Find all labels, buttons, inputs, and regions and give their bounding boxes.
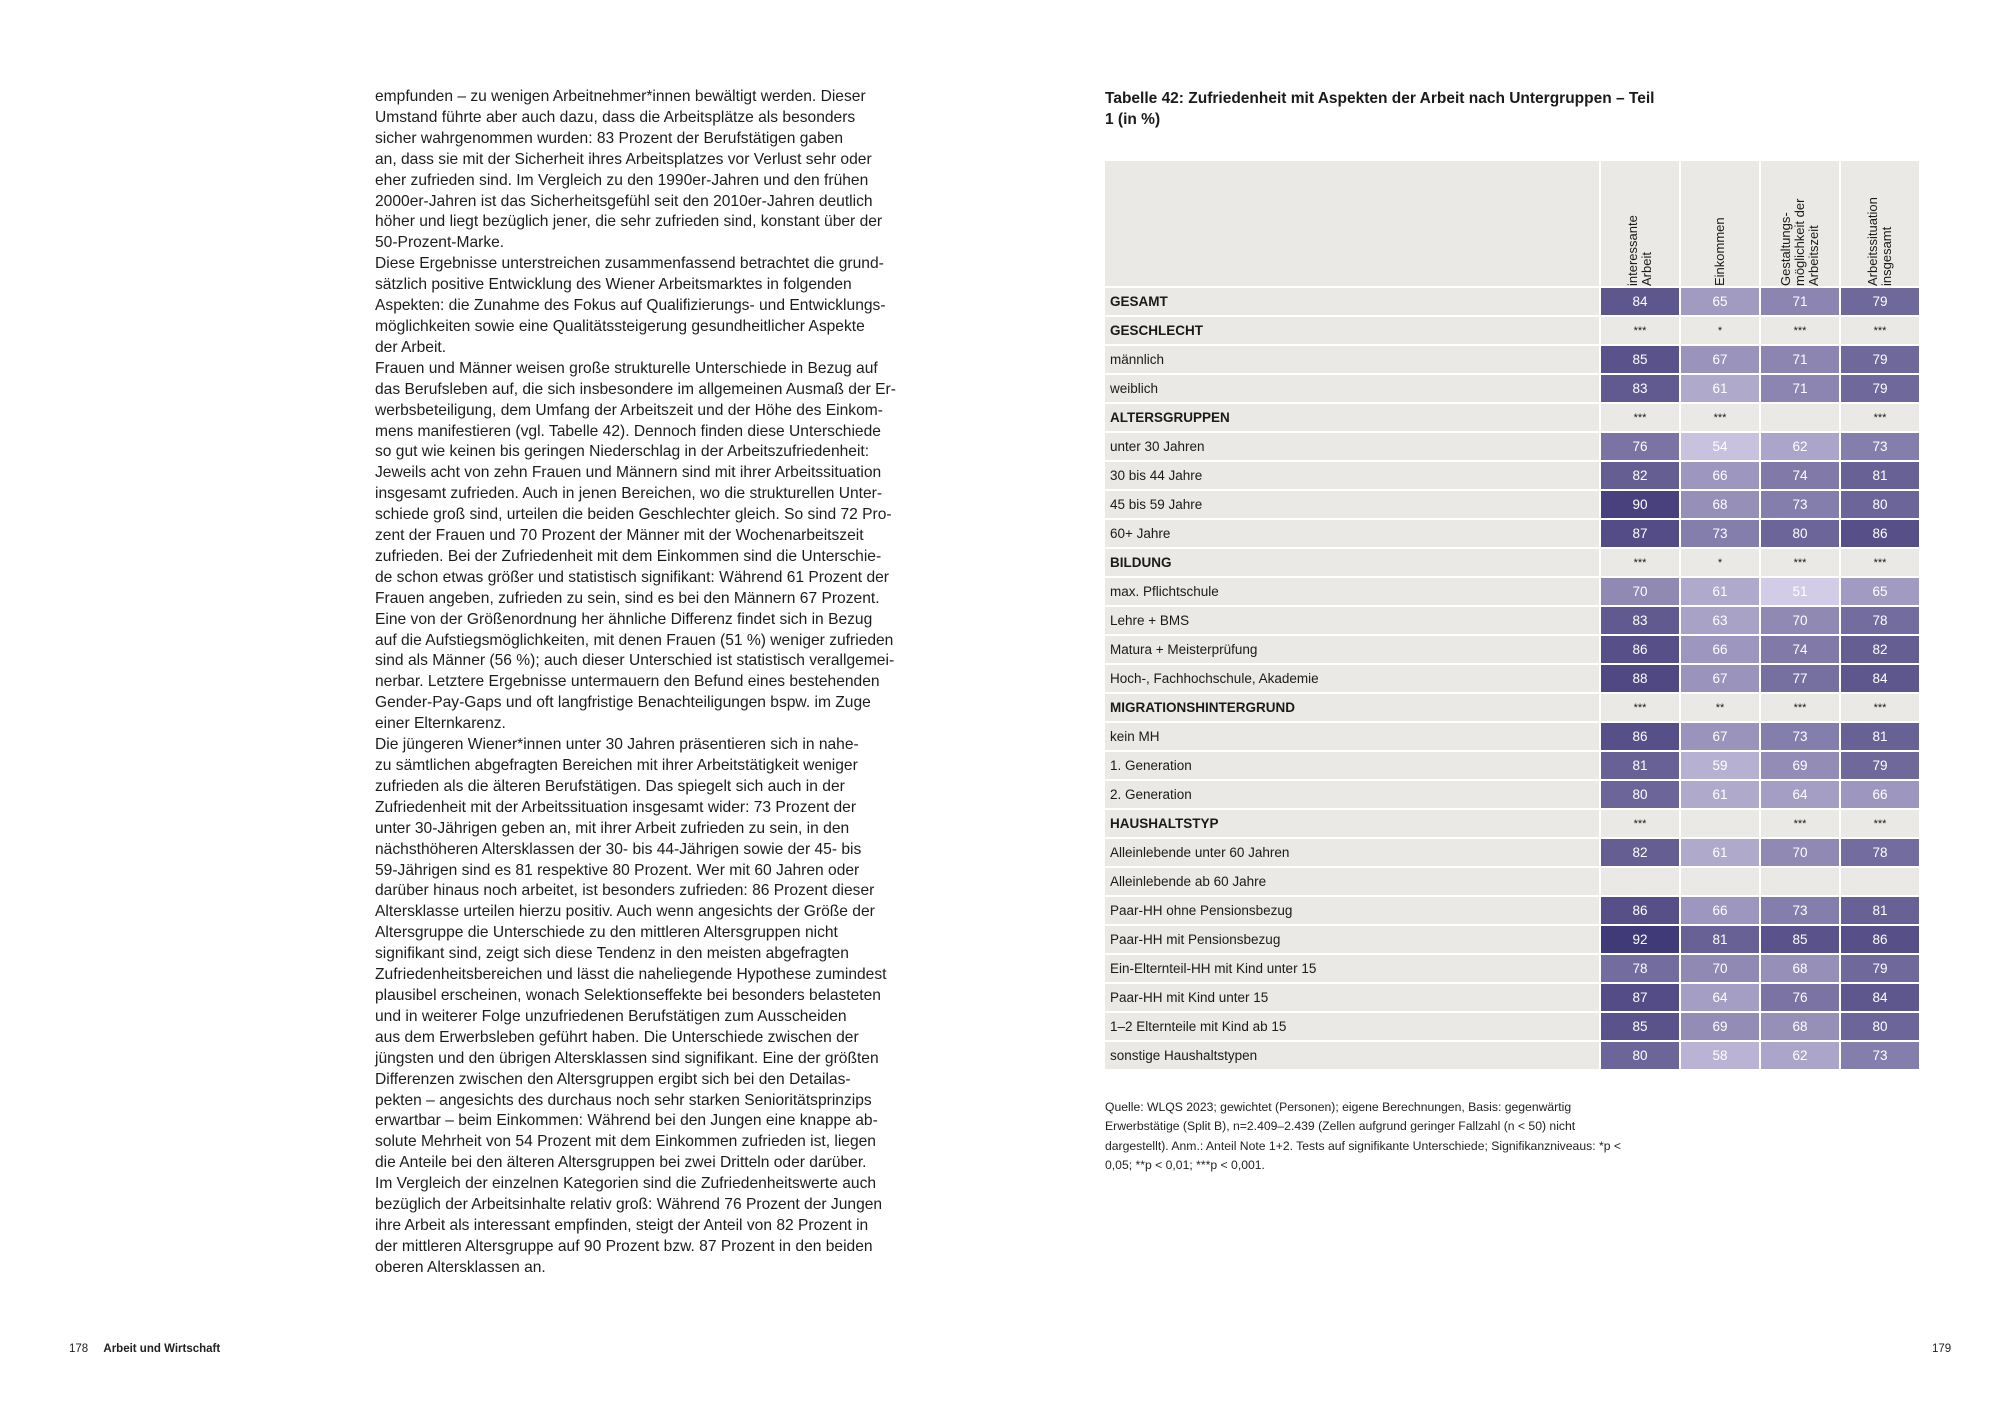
- table-row: [1105, 924, 1919, 953]
- value-cell: 86: [1839, 924, 1919, 953]
- row-label: Lehre + BMS: [1105, 605, 1599, 634]
- significance-cell: ***: [1599, 402, 1679, 431]
- value-cell: 73: [1759, 895, 1839, 924]
- value-cell: 59: [1679, 750, 1759, 779]
- value-cell: 80: [1839, 1011, 1919, 1040]
- row-label: GESAMT: [1105, 286, 1599, 315]
- significance-cell: ***: [1599, 692, 1679, 721]
- text-line: der Arbeit.: [375, 338, 447, 356]
- value-cell: 80: [1599, 1040, 1679, 1069]
- row-label: 30 bis 44 Jahre: [1105, 460, 1599, 489]
- text-line: Diese Ergebnisse unterstreichen zusammenfassend betrachtet die grund-: [375, 255, 884, 273]
- row-label: GESCHLECHT: [1105, 315, 1599, 344]
- table-row: [1105, 721, 1919, 750]
- text-line: aus dem Erwerbsleben geführt haben. Die Unterschiede zwischen der: [375, 1028, 859, 1046]
- value-cell: 67: [1679, 721, 1759, 750]
- row-label: HAUSHALTSTYP: [1105, 808, 1599, 837]
- table-category-row: [1105, 692, 1919, 721]
- text-line: Gender-Pay-Gaps und oft langfristige Benachteiligungen bspw. im Zuge: [375, 694, 871, 712]
- table-category-row: [1105, 547, 1919, 576]
- text-line: der mittleren Altersgruppe auf 90 Prozent bzw. 87 Prozent in den beiden: [375, 1237, 873, 1255]
- text-line: Zufriedenheitsbereichen und lässt die naheliegende Hypothese zumindest: [375, 966, 887, 984]
- value-cell: 81: [1839, 460, 1919, 489]
- body-paragraph: [375, 87, 915, 254]
- value-cell: 61: [1679, 779, 1759, 808]
- value-cell: 79: [1839, 953, 1919, 982]
- value-cell: 76: [1599, 431, 1679, 460]
- value-cell: 82: [1599, 460, 1679, 489]
- text-line: sätzlich positive Entwicklung des Wiener Arbeitsmarktes in folgenden: [375, 276, 852, 294]
- value-cell: 81: [1839, 721, 1919, 750]
- value-cell: 66: [1679, 895, 1759, 924]
- value-cell: 73: [1679, 518, 1759, 547]
- table-row: [1105, 286, 1919, 315]
- value-cell: 80: [1759, 518, 1839, 547]
- value-cell: 71: [1759, 344, 1839, 373]
- column-header: [1599, 161, 1679, 286]
- value-cell: 84: [1599, 286, 1679, 315]
- value-cell: 61: [1679, 373, 1759, 402]
- body-paragraph: [375, 359, 915, 735]
- row-label: ALTERSGRUPPEN: [1105, 402, 1599, 431]
- value-cell: 87: [1599, 518, 1679, 547]
- value-cell: 80: [1839, 489, 1919, 518]
- text-line: de schon etwas größer und statistisch signifikant: Während 61 Prozent der: [375, 568, 889, 586]
- table-row: [1105, 663, 1919, 692]
- value-cell: [1839, 866, 1919, 895]
- text-line: nächsthöheren Altersklassen der 30- bis 44-Jährigen sowie der 45- bis: [375, 840, 862, 858]
- text-line: zufrieden. Bei der Zufriedenheit mit dem Einkommen sind die Unterschie-: [375, 547, 882, 565]
- text-line: das Berufsleben auf, die sich insbesondere im allgemeinen Ausmaß der Er-: [375, 380, 896, 398]
- text-line: und in weiterer Folge unzufriedenen Berufstätigen zum Ausscheiden: [375, 1007, 847, 1025]
- value-cell: [1679, 866, 1759, 895]
- significance-cell: *: [1679, 315, 1759, 344]
- significance-cell: ***: [1599, 808, 1679, 837]
- text-line: Altersgruppe die Unterschiede zu den mittleren Altersgruppen nicht: [375, 924, 838, 942]
- value-cell: 70: [1759, 605, 1839, 634]
- text-line: signifikant sind, zeigt sich diese Tendenz in den meisten abgefragten: [375, 945, 849, 963]
- text-line: so gut wie keinen bis geringen Niederschlag in der Arbeitszufriedenheit:: [375, 443, 870, 461]
- value-cell: 65: [1839, 576, 1919, 605]
- value-cell: 69: [1679, 1011, 1759, 1040]
- value-cell: 61: [1679, 576, 1759, 605]
- text-line: Jeweils acht von zehn Frauen und Männern sind mit ihrer Arbeitssituation: [375, 464, 882, 482]
- table-row: [1105, 576, 1919, 605]
- row-label: Matura + Meisterprüfung: [1105, 634, 1599, 663]
- significance-cell: ***: [1839, 692, 1919, 721]
- row-label: weiblich: [1105, 373, 1599, 402]
- row-label: BILDUNG: [1105, 547, 1599, 576]
- column-header: [1759, 161, 1839, 286]
- row-label: Ein-Elternteil-HH mit Kind unter 15: [1105, 953, 1599, 982]
- text-line: 59-Jährigen sind es 81 respektive 80 Prozent. Wer mit 60 Jahren oder: [375, 861, 860, 879]
- value-cell: 73: [1759, 489, 1839, 518]
- table-row: [1105, 953, 1919, 982]
- value-cell: 92: [1599, 924, 1679, 953]
- significance-cell: ***: [1759, 808, 1839, 837]
- text-line: sicher wahrgenommen wurden: 83 Prozent der Berufstätigen gaben: [375, 129, 844, 147]
- value-cell: 65: [1679, 286, 1759, 315]
- row-label: Paar-HH ohne Pensionsbezug: [1105, 895, 1599, 924]
- body-paragraph: [375, 735, 915, 1279]
- significance-cell: ***: [1679, 402, 1759, 431]
- value-cell: 70: [1679, 953, 1759, 982]
- value-cell: 79: [1839, 344, 1919, 373]
- text-line: 50-Prozent-Marke.: [375, 234, 505, 252]
- value-cell: 79: [1839, 286, 1919, 315]
- value-cell: 71: [1759, 373, 1839, 402]
- column-header-label: Arbeitssituation insgesamt: [1865, 197, 1894, 286]
- source-note: Quelle: WLQS 2023; gewichtet (Personen); eigene Berechnungen, Basis: gegenwärtig Erwerbstätige (Split B), n=2.409–2.439 (Zellen aufgrund geringer Fallzahl (n < 50) nicht dargestellt). Anm.: Anteil Note 1+2. Tests auf signifikante Unterschiede; Signifikanzniveaus: *p < 0,05; **p < 0,01; ***p < 0,001.: [1105, 1100, 1622, 1172]
- value-cell: 66: [1679, 460, 1759, 489]
- value-cell: 80: [1599, 779, 1679, 808]
- text-line: Frauen angeben, zufrieden zu sein, sind es bei den Männern 67 Prozent.: [375, 589, 880, 607]
- value-cell: 90: [1599, 489, 1679, 518]
- text-line: schiede groß sind, urteilen die beiden Geschlechter gleich. So sind 72 Pro-: [375, 506, 892, 524]
- value-cell: 79: [1839, 373, 1919, 402]
- page-number-right: 179: [1932, 1343, 1952, 1355]
- text-line: mens manifestieren (vgl. Tabelle 42). Dennoch finden diese Unterschiede: [375, 422, 881, 440]
- value-cell: 83: [1599, 373, 1679, 402]
- value-cell: 78: [1599, 953, 1679, 982]
- value-cell: 73: [1759, 721, 1839, 750]
- row-label: sonstige Haushaltstypen: [1105, 1040, 1599, 1069]
- table-row: [1105, 1011, 1919, 1040]
- significance-cell: ***: [1839, 808, 1919, 837]
- significance-cell: [1759, 402, 1839, 431]
- value-cell: 70: [1599, 576, 1679, 605]
- table-row: [1105, 750, 1919, 779]
- significance-cell: [1679, 808, 1759, 837]
- value-cell: 74: [1759, 634, 1839, 663]
- text-line: werbsbeteiligung, dem Umfang der Arbeitszeit und der Höhe des Einkom-: [375, 401, 883, 419]
- table-header-label-cell: [1105, 161, 1599, 286]
- section-title: Arbeit und Wirtschaft: [103, 1343, 221, 1355]
- table-row: [1105, 866, 1919, 895]
- text-line: solute Mehrheit von 54 Prozent mit dem Einkommen zufrieden ist, liegen: [375, 1133, 876, 1151]
- value-cell: 84: [1839, 982, 1919, 1011]
- value-cell: 51: [1759, 576, 1839, 605]
- row-label: 1–2 Elternteile mit Kind ab 15: [1105, 1011, 1599, 1040]
- value-cell: 85: [1599, 1011, 1679, 1040]
- table-row: [1105, 344, 1919, 373]
- text-line: zent der Frauen und 70 Prozent der Männer mit der Wochenarbeitszeit: [375, 527, 864, 545]
- text-line: nerbar. Letztere Ergebnisse untermauern den Befund eines bestehenden: [375, 673, 880, 691]
- column-header: [1839, 161, 1919, 286]
- significance-cell: ***: [1759, 692, 1839, 721]
- table-row: [1105, 605, 1919, 634]
- value-cell: 86: [1599, 634, 1679, 663]
- text-line: jüngsten und den übrigen Altersklassen sind signifikant. Eine der größten: [375, 1049, 879, 1067]
- text-line: die Anteile bei den älteren Altersgruppen bei zwei Dritteln oder darüber.: [375, 1154, 867, 1172]
- row-label: 2. Generation: [1105, 779, 1599, 808]
- text-line: empfunden – zu wenigen Arbeitnehmer*innen bewältigt werden. Dieser: [375, 88, 866, 105]
- value-cell: 61: [1679, 837, 1759, 866]
- satisfaction-table: [1105, 161, 1919, 1069]
- text-line: höher und liegt bezüglich jener, die sehr zufrieden sind, konstant über der: [375, 213, 883, 231]
- text-line: Aspekten: die Zunahme des Fokus auf Qualifizierungs- und Entwicklungs-: [375, 297, 886, 315]
- value-cell: 78: [1839, 605, 1919, 634]
- value-cell: 81: [1599, 750, 1679, 779]
- text-line: zu sämtlichen abgefragten Bereichen mit ihrer Arbeitstätigkeit weniger: [375, 757, 858, 774]
- value-cell: 82: [1839, 634, 1919, 663]
- text-line: Altersklasse urteilen hierzu positiv. Auch wenn angesichts der Größe der: [375, 903, 875, 921]
- page-footer-left: [69, 1343, 220, 1355]
- value-cell: 86: [1599, 721, 1679, 750]
- value-cell: 77: [1759, 663, 1839, 692]
- significance-cell: ***: [1839, 547, 1919, 576]
- table-row: [1105, 373, 1919, 402]
- text-line: 2000er-Jahren ist das Sicherheitsgefühl seit den 2010er-Jahren deutlich: [375, 192, 873, 210]
- value-cell: 62: [1759, 431, 1839, 460]
- value-cell: 66: [1839, 779, 1919, 808]
- value-cell: 87: [1599, 982, 1679, 1011]
- text-line: plausibel erscheinen, wonach Selektionseffekte bei besonders belasteten: [375, 986, 881, 1004]
- table-row: [1105, 1040, 1919, 1069]
- text-line: eher zufrieden sind. Im Vergleich zu den 1990er-Jahren und den frühen: [375, 171, 869, 189]
- table-category-row: [1105, 315, 1919, 344]
- significance-cell: ***: [1839, 315, 1919, 344]
- table-category-row: [1105, 402, 1919, 431]
- value-cell: 79: [1839, 750, 1919, 779]
- row-label: Paar-HH mit Kind unter 15: [1105, 982, 1599, 1011]
- text-line: insgesamt zufrieden. Auch in jenen Bereichen, wo die strukturellen Unter-: [375, 485, 883, 503]
- table-header-row: [1105, 161, 1919, 286]
- value-cell: 69: [1759, 750, 1839, 779]
- row-label: männlich: [1105, 344, 1599, 373]
- text-line: zufrieden als die älteren Berufstätigen. Das spiegelt sich auch in der: [375, 777, 845, 795]
- row-label: Paar-HH mit Pensionsbezug: [1105, 924, 1599, 953]
- value-cell: 62: [1759, 1040, 1839, 1069]
- column-header-label: Gestaltungs- möglichkeit der Arbeitszeit: [1778, 198, 1821, 286]
- column-header-label: Einkommen: [1712, 217, 1727, 286]
- significance-cell: ***: [1759, 315, 1839, 344]
- page-number-left: 178: [69, 1343, 89, 1355]
- value-cell: 68: [1679, 489, 1759, 518]
- row-label: Hoch-, Fachhochschule, Akademie: [1105, 663, 1599, 692]
- significance-cell: ***: [1759, 547, 1839, 576]
- table-row: [1105, 837, 1919, 866]
- body-paragraph: [375, 254, 915, 359]
- value-cell: 70: [1759, 837, 1839, 866]
- row-label: unter 30 Jahren: [1105, 431, 1599, 460]
- text-line: an, dass sie mit der Sicherheit ihres Arbeitsplatzes vor Verlust sehr oder: [375, 150, 872, 168]
- text-line: erwartbar – beim Einkommen: Während bei den Jungen eine knappe ab-: [375, 1112, 878, 1130]
- value-cell: 54: [1679, 431, 1759, 460]
- row-label: Alleinlebende unter 60 Jahren: [1105, 837, 1599, 866]
- text-line: ihre Arbeit als interessant empfinden, steigt der Anteil von 82 Prozent in: [375, 1216, 869, 1234]
- value-cell: 85: [1759, 924, 1839, 953]
- text-line: Differenzen zwischen den Altersgruppen ergibt sich bei den Detailas-: [375, 1070, 851, 1088]
- table-row: [1105, 895, 1919, 924]
- column-header: [1679, 161, 1759, 286]
- value-cell: 84: [1839, 663, 1919, 692]
- table-category-row: [1105, 808, 1919, 837]
- value-cell: [1599, 866, 1679, 895]
- text-line: Frauen und Männer weisen große strukturelle Unterschiede in Bezug auf: [375, 359, 878, 377]
- text-line: unter 30-Jährigen geben an, mit ihrer Arbeit zufrieden zu sein, in den: [375, 819, 850, 837]
- value-cell: 63: [1679, 605, 1759, 634]
- text-line: Umstand führte aber auch dazu, dass die Arbeitsplätze als besonders: [375, 108, 856, 126]
- text-line: möglichkeiten sowie eine Qualitätssteigerung gesundheitlicher Aspekte: [375, 317, 865, 335]
- value-cell: 71: [1759, 286, 1839, 315]
- value-cell: 67: [1679, 663, 1759, 692]
- table-row: [1105, 489, 1919, 518]
- text-line: sind als Männer (56 %); auch dieser Unterschied ist statistisch verallgemei-: [375, 652, 895, 670]
- text-line: pekten – angesichts des durchaus noch sehr starken Senioritätsprinzips: [375, 1091, 872, 1109]
- table-row: [1105, 779, 1919, 808]
- value-cell: 66: [1679, 634, 1759, 663]
- row-label: MIGRATIONSHINTERGRUND: [1105, 692, 1599, 721]
- value-cell: 81: [1679, 924, 1759, 953]
- text-line: darüber hinaus noch arbeitet, ist besonders zufrieden: 86 Prozent dieser: [375, 882, 875, 900]
- value-cell: 73: [1839, 431, 1919, 460]
- table-title: Tabelle 42: Zufriedenheit mit Aspekten der Arbeit nach Untergruppen – Teil 1 (in %): [1105, 90, 1655, 128]
- column-header-label: interessante Arbeit: [1625, 215, 1654, 286]
- value-cell: 58: [1679, 1040, 1759, 1069]
- value-cell: 85: [1599, 344, 1679, 373]
- value-cell: 82: [1599, 837, 1679, 866]
- table-row: [1105, 982, 1919, 1011]
- value-cell: 64: [1679, 982, 1759, 1011]
- right-page: [1000, 0, 2000, 1416]
- table-row: [1105, 431, 1919, 460]
- row-label: kein MH: [1105, 721, 1599, 750]
- value-cell: 68: [1759, 953, 1839, 982]
- value-cell: 68: [1759, 1011, 1839, 1040]
- row-label: 60+ Jahre: [1105, 518, 1599, 547]
- text-line: oberen Altersklassen an.: [375, 1258, 546, 1276]
- value-cell: [1759, 866, 1839, 895]
- value-cell: 74: [1759, 460, 1839, 489]
- significance-cell: *: [1679, 547, 1759, 576]
- text-line: Eine von der Größenordnung her ähnliche Differenz findet sich in Bezug: [375, 610, 873, 628]
- value-cell: 83: [1599, 605, 1679, 634]
- text-line: einer Elternkarenz.: [375, 715, 506, 733]
- row-label: 45 bis 59 Jahre: [1105, 489, 1599, 518]
- value-cell: 67: [1679, 344, 1759, 373]
- significance-cell: **: [1679, 692, 1759, 721]
- significance-cell: ***: [1839, 402, 1919, 431]
- value-cell: 88: [1599, 663, 1679, 692]
- value-cell: 86: [1839, 518, 1919, 547]
- significance-cell: ***: [1599, 547, 1679, 576]
- value-cell: 78: [1839, 837, 1919, 866]
- value-cell: 73: [1839, 1040, 1919, 1069]
- table-body: [1105, 286, 1919, 1069]
- text-line: Im Vergleich der einzelnen Kategorien sind die Zufriedenheitswerte auch: [375, 1175, 877, 1193]
- row-label: 1. Generation: [1105, 750, 1599, 779]
- table-row: [1105, 634, 1919, 663]
- text-line: bezüglich der Arbeitsinhalte relativ groß: Während 76 Prozent der Jungen: [375, 1196, 883, 1214]
- row-label: Alleinlebende ab 60 Jahre: [1105, 866, 1599, 895]
- significance-cell: ***: [1599, 315, 1679, 344]
- text-line: Die jüngeren Wiener*innen unter 30 Jahren präsentieren sich in nahe-: [375, 736, 859, 754]
- row-label: max. Pflichtschule: [1105, 576, 1599, 605]
- text-line: Zufriedenheit mit der Arbeitssituation insgesamt wider: 73 Prozent der: [375, 798, 857, 816]
- body-text: [375, 87, 915, 1279]
- value-cell: 81: [1839, 895, 1919, 924]
- value-cell: 64: [1759, 779, 1839, 808]
- value-cell: 86: [1599, 895, 1679, 924]
- text-line: auf die Aufstiegsmöglichkeiten, mit denen Frauen (51 %) weniger zufrieden: [375, 631, 894, 649]
- table-row: [1105, 460, 1919, 489]
- value-cell: 76: [1759, 982, 1839, 1011]
- table-row: [1105, 518, 1919, 547]
